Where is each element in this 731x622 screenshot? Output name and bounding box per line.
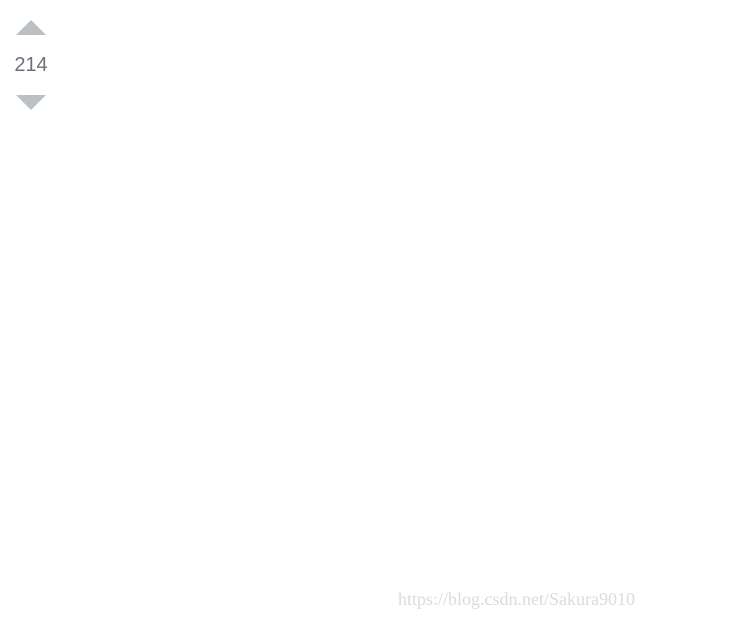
watermark: https://blog.csdn.net/Sakura9010 [398, 589, 635, 609]
downvote-arrow-icon[interactable] [16, 95, 46, 110]
vote-count: 214 [14, 54, 48, 76]
upvote-arrow-icon[interactable] [16, 20, 46, 35]
